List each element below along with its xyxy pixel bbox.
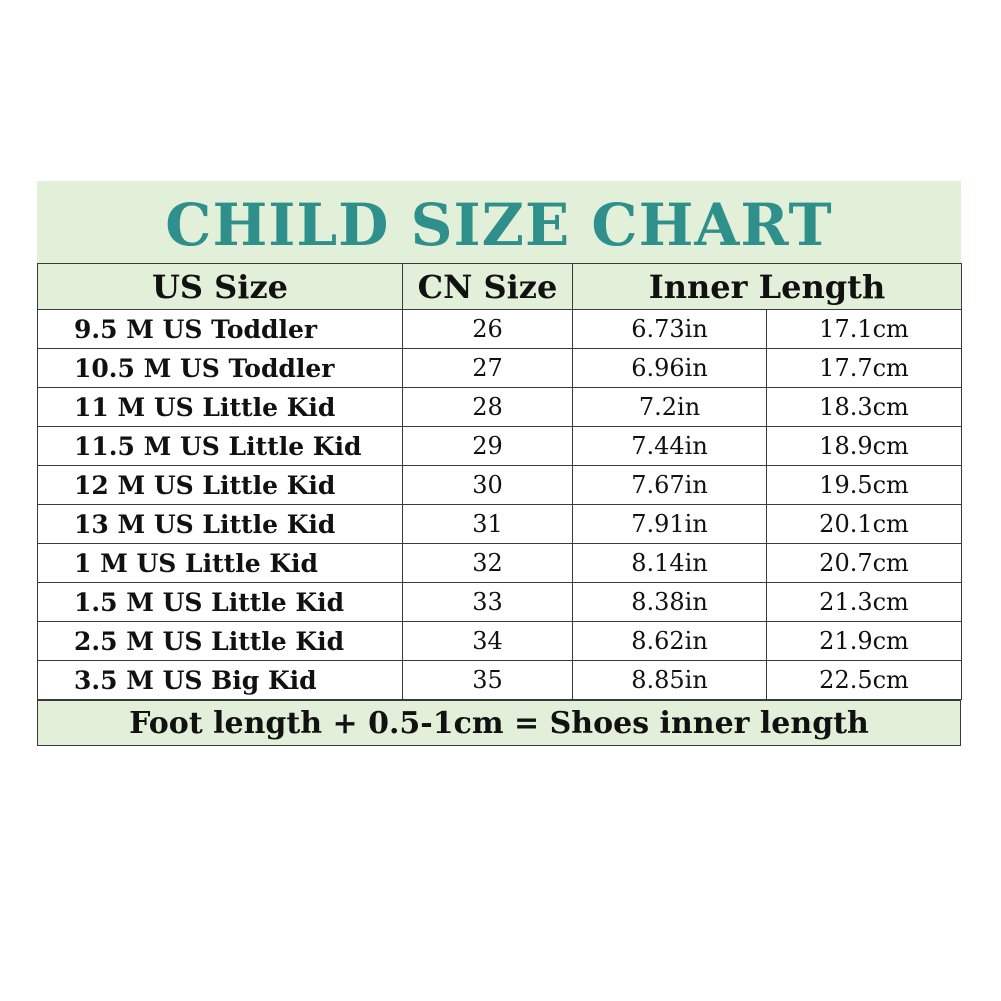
us-size-cell: 2.5 M US Little Kid [38, 622, 403, 661]
header-row [38, 264, 962, 310]
inner-length-in-cell: 7.91in [573, 505, 767, 544]
us-size-cell: 1.5 M US Little Kid [38, 583, 403, 622]
us-size-cell: 11 M US Little Kid [38, 388, 403, 427]
inner-length-cm-cell: 18.3cm [767, 388, 962, 427]
us-size-cell: 1 M US Little Kid [38, 544, 403, 583]
inner-length-cm-cell: 17.7cm [767, 349, 962, 388]
cn-size-cell: 31 [403, 505, 573, 544]
cn-size-cell: 28 [403, 388, 573, 427]
inner-length-in-cell: 7.44in [573, 427, 767, 466]
footer-note: Foot length + 0.5-1cm = Shoes inner length [38, 701, 961, 746]
footer-row [38, 701, 961, 746]
table-row [38, 310, 962, 349]
size-table [37, 263, 962, 700]
inner-length-cm-cell: 21.9cm [767, 622, 962, 661]
header-inner-length: Inner Length [573, 264, 962, 310]
inner-length-cm-cell: 18.9cm [767, 427, 962, 466]
inner-length-cm-cell: 22.5cm [767, 661, 962, 700]
inner-length-in-cell: 6.73in [573, 310, 767, 349]
cn-size-cell: 34 [403, 622, 573, 661]
table-row [38, 661, 962, 700]
inner-length-cm-cell: 21.3cm [767, 583, 962, 622]
inner-length-cm-cell: 17.1cm [767, 310, 962, 349]
header-us-size: US Size [38, 264, 403, 310]
cn-size-cell: 35 [403, 661, 573, 700]
table-row [38, 622, 962, 661]
table-row [38, 427, 962, 466]
inner-length-in-cell: 7.67in [573, 466, 767, 505]
inner-length-cm-cell: 20.1cm [767, 505, 962, 544]
us-size-cell: 3.5 M US Big Kid [38, 661, 403, 700]
table-row [38, 388, 962, 427]
inner-length-in-cell: 8.38in [573, 583, 767, 622]
size-chart [37, 181, 961, 746]
inner-length-in-cell: 8.14in [573, 544, 767, 583]
table-row [38, 583, 962, 622]
inner-length-in-cell: 8.62in [573, 622, 767, 661]
us-size-cell: 13 M US Little Kid [38, 505, 403, 544]
cn-size-cell: 26 [403, 310, 573, 349]
us-size-cell: 11.5 M US Little Kid [38, 427, 403, 466]
us-size-cell: 10.5 M US Toddler [38, 349, 403, 388]
cn-size-cell: 29 [403, 427, 573, 466]
cn-size-cell: 27 [403, 349, 573, 388]
us-size-cell: 12 M US Little Kid [38, 466, 403, 505]
cn-size-cell: 30 [403, 466, 573, 505]
header-cn-size: CN Size [403, 264, 573, 310]
chart-title: CHILD SIZE CHART [165, 191, 833, 259]
title-band [37, 181, 961, 263]
footer-table [37, 700, 961, 746]
table-row [38, 349, 962, 388]
inner-length-in-cell: 8.85in [573, 661, 767, 700]
us-size-cell: 9.5 M US Toddler [38, 310, 403, 349]
cn-size-cell: 33 [403, 583, 573, 622]
inner-length-in-cell: 6.96in [573, 349, 767, 388]
table-row [38, 544, 962, 583]
table-row [38, 466, 962, 505]
table-row [38, 505, 962, 544]
inner-length-in-cell: 7.2in [573, 388, 767, 427]
inner-length-cm-cell: 20.7cm [767, 544, 962, 583]
inner-length-cm-cell: 19.5cm [767, 466, 962, 505]
cn-size-cell: 32 [403, 544, 573, 583]
